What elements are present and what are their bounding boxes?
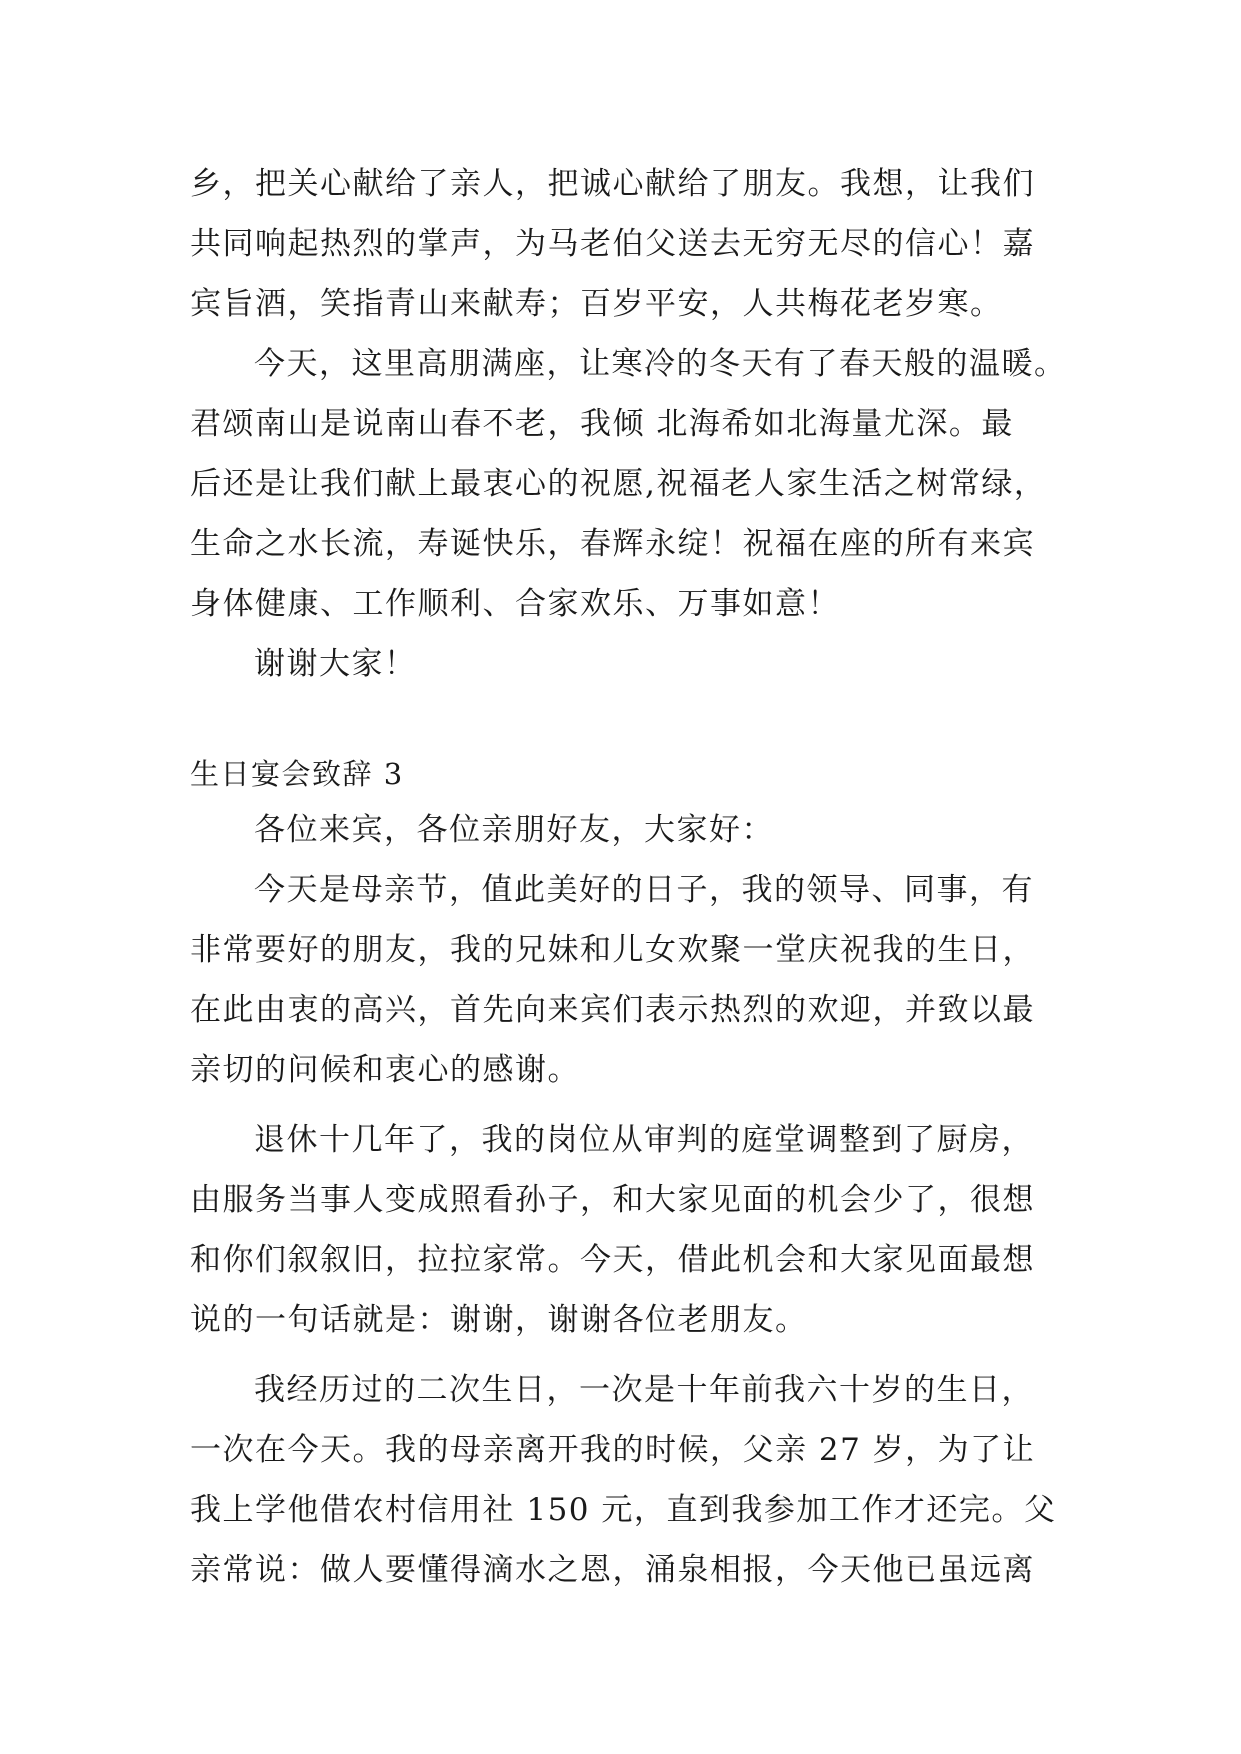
paragraph-line: 生命之水长流，寿诞快乐，春辉永绽！祝福在座的所有来宾	[190, 526, 1035, 562]
paragraph-line: 我上学他借农村信用社 150 元，直到我参加工作才还完。父	[190, 1492, 1057, 1528]
paragraph-line: 今天，这里高朋满座，让寒冷的冬天有了春天般的温暖。	[254, 346, 1067, 382]
paragraph-line: 一次在今天。我的母亲离开我的时候，父亲 27 岁，为了让	[190, 1432, 1036, 1468]
paragraph-line: 宾旨酒，笑指青山来献寿；百岁平安，人共梅花老岁寒。	[190, 286, 1003, 322]
paragraph-line: 今天是母亲节，值此美好的日子，我的领导、同事，有	[254, 872, 1034, 908]
paragraph-line: 谢谢大家！	[254, 646, 417, 682]
paragraph-line: 在此由衷的高兴，首先向来宾们表示热烈的欢迎，并致以最	[190, 992, 1035, 1028]
paragraph-line: 退休十几年了，我的岗位从审判的庭堂调整到了厨房，	[254, 1122, 1034, 1158]
paragraph-line: 君颂南山是说南山春不老，我倾 北海希如北海量尤深。最	[190, 406, 1014, 442]
paragraph-line: 和你们叙叙旧，拉拉家常。今天，借此机会和大家见面最想	[190, 1242, 1035, 1278]
section-title: 生日宴会致辞 3	[190, 757, 404, 791]
paragraph-line: 亲常说：做人要懂得滴水之恩，涌泉相报，今天他已虽远离	[190, 1552, 1035, 1588]
paragraph-line: 后还是让我们献上最衷心的祝愿,祝福老人家生活之树常绿，	[190, 466, 1047, 502]
paragraph-line: 我经历过的二次生日，一次是十年前我六十岁的生日，	[254, 1372, 1034, 1408]
paragraph-line: 非常要好的朋友，我的兄妹和儿女欢聚一堂庆祝我的生日，	[190, 932, 1035, 968]
paragraph-line: 身体健康、工作顺利、合家欢乐、万事如意！	[190, 586, 840, 622]
salutation: 各位来宾，各位亲朋好友，大家好：	[254, 812, 774, 848]
paragraph-line: 乡，把关心献给了亲人，把诚心献给了朋友。我想，让我们	[190, 166, 1035, 202]
paragraph-line: 由服务当事人变成照看孙子，和大家见面的机会少了，很想	[190, 1182, 1035, 1218]
paragraph-line: 说的一句话就是：谢谢，谢谢各位老朋友。	[190, 1302, 808, 1338]
paragraph-line: 共同响起热烈的掌声，为马老伯父送去无穷无尽的信心！嘉	[190, 226, 1035, 262]
paragraph-line: 亲切的问候和衷心的感谢。	[190, 1052, 580, 1088]
